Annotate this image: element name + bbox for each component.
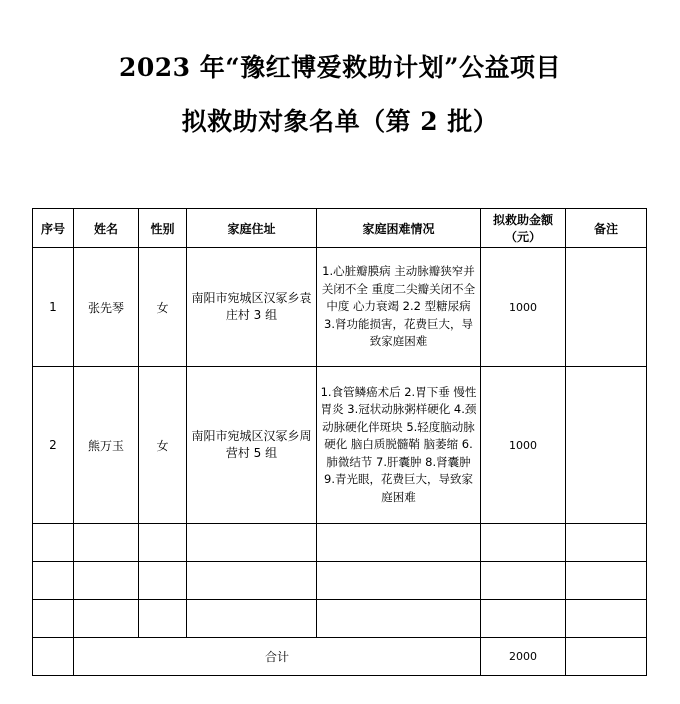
- empty-cell: [187, 562, 317, 600]
- empty-cell: [33, 600, 74, 638]
- total-amount: 2000: [481, 638, 566, 676]
- cell-seq: 1: [33, 248, 74, 367]
- header-seq: 序号: [33, 209, 74, 248]
- cell-amount: 1000: [481, 248, 566, 367]
- empty-cell: [481, 524, 566, 562]
- header-remarks: 备注: [566, 209, 647, 248]
- empty-cell: [317, 524, 481, 562]
- empty-row: [33, 600, 647, 638]
- header-address: 家庭住址: [187, 209, 317, 248]
- empty-cell: [566, 562, 647, 600]
- empty-row: [33, 562, 647, 600]
- header-hardship: 家庭困难情况: [317, 209, 481, 248]
- empty-cell: [33, 524, 74, 562]
- total-label: 合计: [74, 638, 481, 676]
- cell-remarks: [566, 367, 647, 524]
- empty-cell: [139, 524, 187, 562]
- cell-gender: 女: [139, 248, 187, 367]
- cell-remarks: [566, 248, 647, 367]
- empty-row: [33, 524, 647, 562]
- empty-cell: [74, 600, 139, 638]
- cell-hardship: 1.食管鳞癌术后 2.胃下垂 慢性胃炎 3.冠状动脉粥样硬化 4.颈动脉硬化伴斑块 5.轻度脑动脉硬化 脑白质脱髓鞘 脑萎缩 6.肺微结节 7.肝囊肿 8.肾囊肿 9.青光眼，花费巨大，导致家庭困难: [317, 367, 481, 524]
- cell-amount: 1000: [481, 367, 566, 524]
- empty-cell: [317, 562, 481, 600]
- cell-address: 南阳市宛城区汉冢乡周营村 5 组: [187, 367, 317, 524]
- cell-seq: 2: [33, 367, 74, 524]
- empty-cell: [187, 600, 317, 638]
- header-gender: 性别: [139, 209, 187, 248]
- cell-gender: 女: [139, 367, 187, 524]
- empty-cell: [74, 562, 139, 600]
- cell-name: 张先琴: [74, 248, 139, 367]
- empty-cell: [317, 600, 481, 638]
- empty-cell: [74, 524, 139, 562]
- total-row: [33, 638, 647, 676]
- empty-cell: [139, 562, 187, 600]
- empty-cell: [187, 524, 317, 562]
- empty-cell: [33, 562, 74, 600]
- header-name: 姓名: [74, 209, 139, 248]
- cell-address: 南阳市宛城区汉冢乡袁庄村 3 组: [187, 248, 317, 367]
- empty-cell: [481, 600, 566, 638]
- cell-name: 熊万玉: [74, 367, 139, 524]
- cell-hardship: 1.心脏瓣膜病 主动脉瓣狭窄并关闭不全 重度二尖瓣关闭不全中度 心力衰竭 2.2 型糖尿病 3.肾功能损害，花费巨大，导致家庭困难: [317, 248, 481, 367]
- header-amount: 拟救助金额（元）: [481, 209, 566, 248]
- empty-cell: [139, 600, 187, 638]
- table-row: [33, 248, 647, 367]
- empty-cell: [566, 638, 647, 676]
- table-header-row: [33, 209, 647, 248]
- empty-cell: [481, 562, 566, 600]
- page-subtitle: 拟救助对象名单（第 2 批）: [181, 107, 499, 136]
- empty-cell: [33, 638, 74, 676]
- aid-recipient-table: [32, 208, 647, 676]
- page-title: 2023 年“豫红博爱救助计划”公益项目: [118, 53, 562, 82]
- empty-cell: [566, 600, 647, 638]
- empty-cell: [566, 524, 647, 562]
- table-row: [33, 367, 647, 524]
